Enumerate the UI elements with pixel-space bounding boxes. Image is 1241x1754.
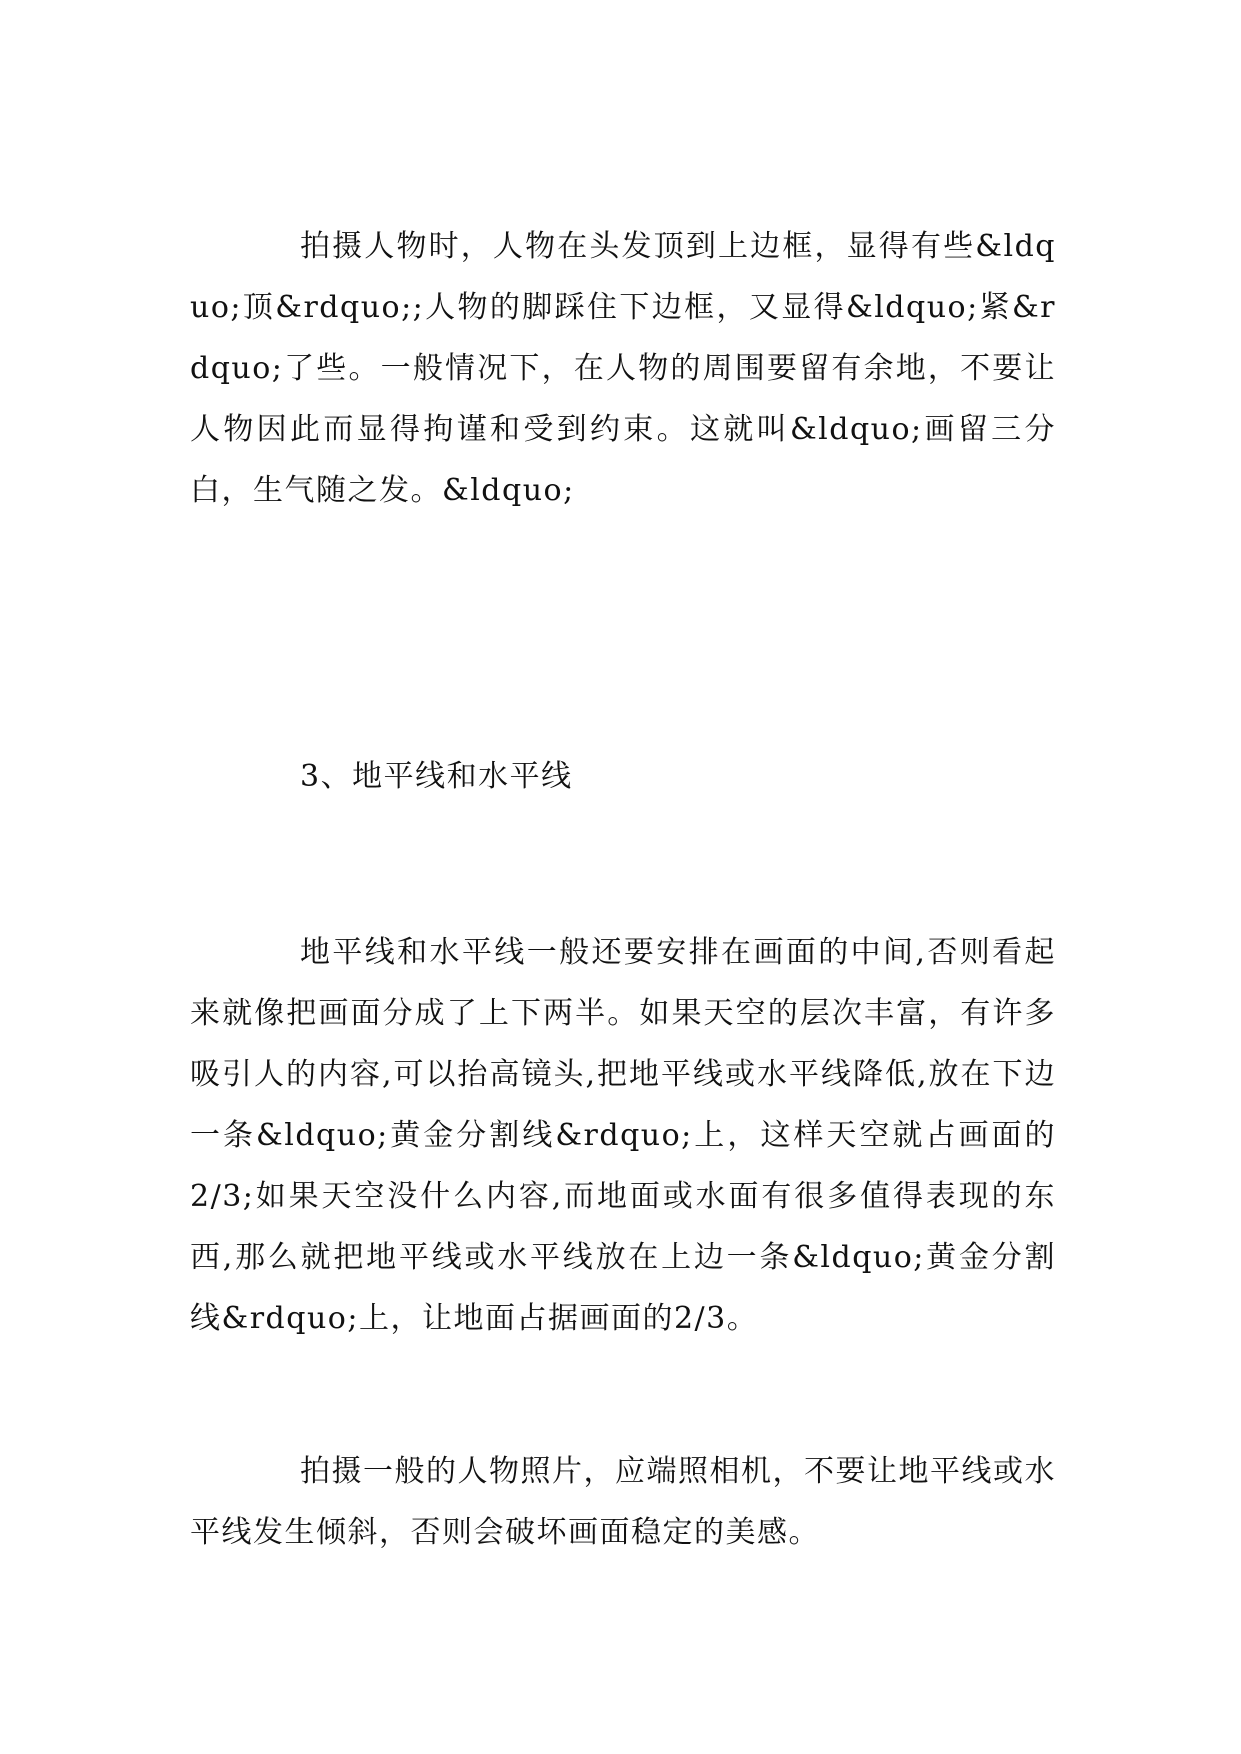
paragraph-framing-margins: 拍摄人物时，人物在头发顶到上边框，显得有些&ldquo;顶&rdquo;;人物的脚踩住下边框，又显得&ldquo;紧&rdquo;了些。一般情况下，在人物的周围要留有余地，不要让人物因此而显得拘谨和受到约束。这就叫&ldquo;画留三分白，生气随之发。&ldquo; [190, 229, 1056, 508]
paragraph-level-camera: 拍摄一般的人物照片，应端照相机，不要让地平线或水平线发生倾斜，否则会破坏画面稳定的美感。 [190, 1454, 1056, 1550]
paragraph-horizon-placement: 地平线和水平线一般还要安排在画面的中间,否则看起来就像把画面分成了上下两半。如果天空的层次丰富，有许多吸引人的内容,可以抬高镜头,把地平线或水平线降低,放在下边一条&ldquo;黄金分割线&rdquo;上，这样天空就占画面的2/3;如果天空没什么内容,而地面或水面有很多值得表现的东西,那么就把地平线或水平线放在上边一条&ldquo;黄金分割线&rdquo;上，让地面占据画面的2/3。 [190, 935, 1056, 1336]
section-heading-horizon: 3、地平线和水平线 [300, 759, 573, 794]
